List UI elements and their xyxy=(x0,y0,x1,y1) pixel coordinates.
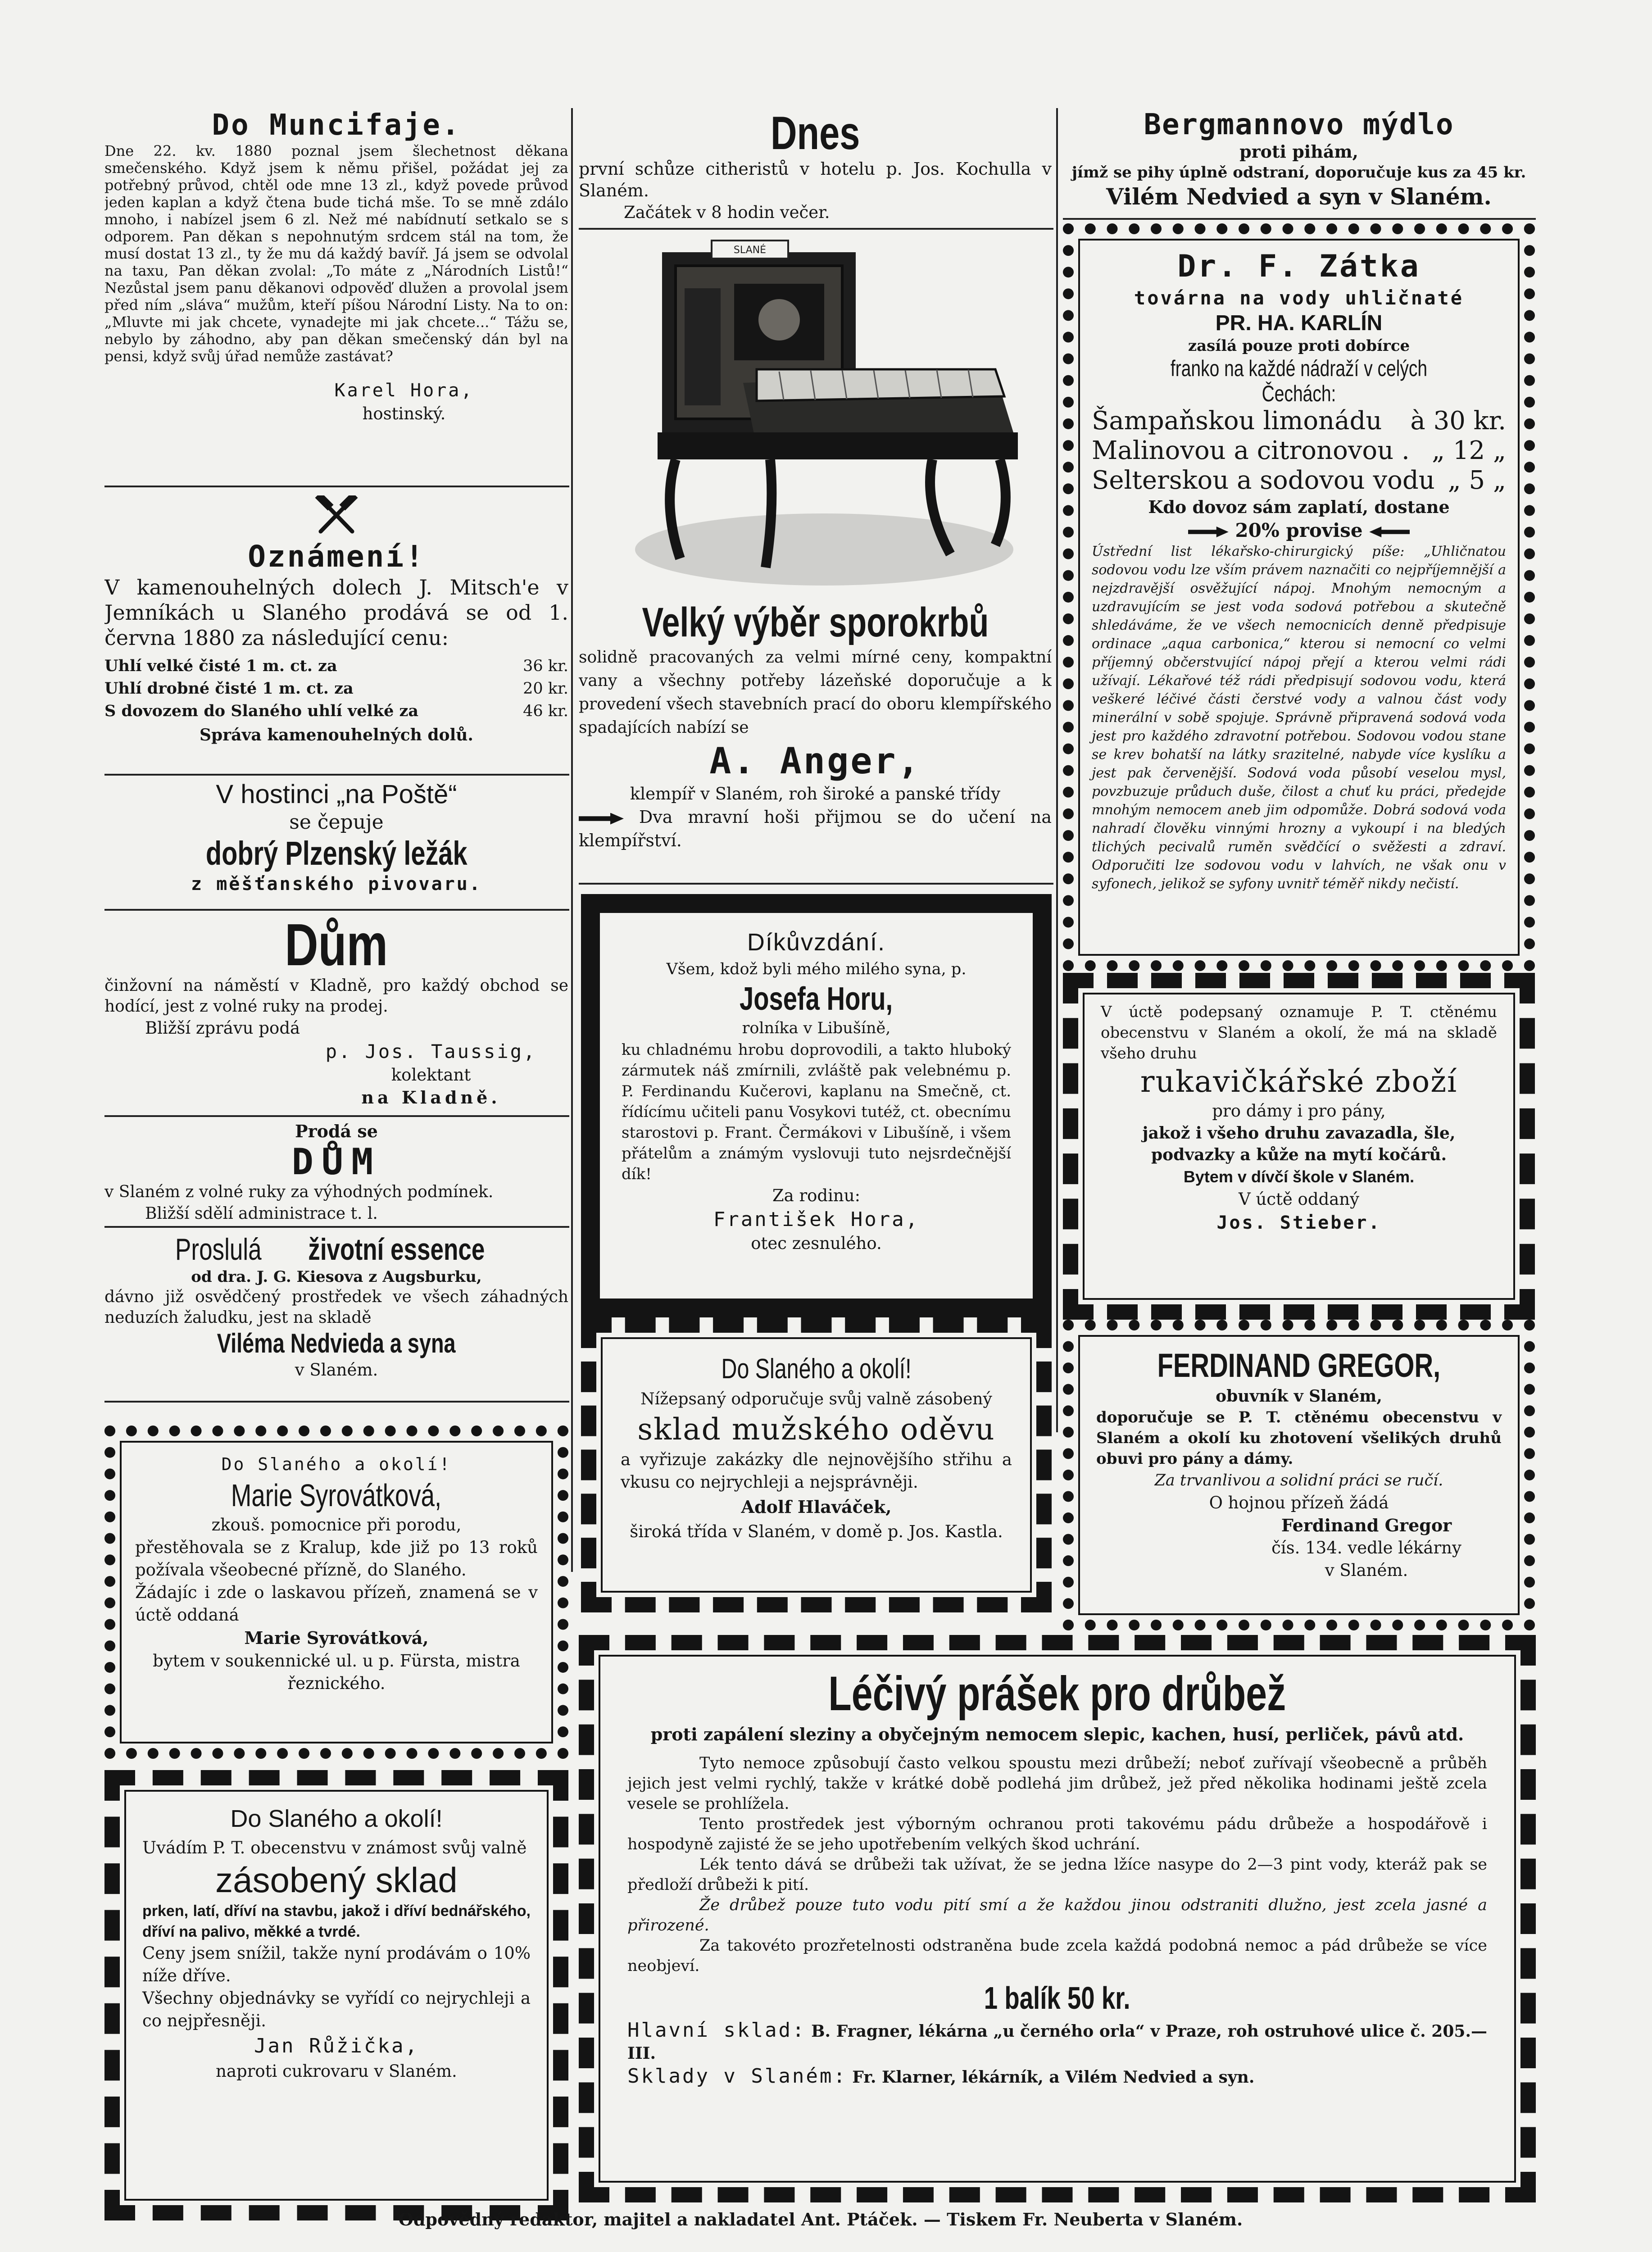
ad-address: čís. 134. vedle lékárny xyxy=(1271,1538,1461,1557)
ad-paragraph: Lék tento dává se drůbeži tak užívat, že se jedna lžíce nasype do 2—3 pint vody, kteráž pak se předloží drůbeži k pití. xyxy=(627,1856,1487,1894)
ad-text: se čepuje xyxy=(289,811,384,834)
ad-signature: Ferdinand Gregor xyxy=(1281,1515,1452,1535)
price-label: S dovozem do Slaného uhlí velké za xyxy=(104,702,419,720)
pointing-hand-icon xyxy=(1369,527,1410,537)
hammers-icon xyxy=(312,495,361,536)
ad-text: kolektant xyxy=(391,1065,471,1085)
stove-label: SLANÉ xyxy=(733,245,767,256)
ad-body: v Slaném z volné ruky za výhodných podmínek. xyxy=(104,1183,494,1201)
price-label: Malinovou a citronovou . xyxy=(1092,436,1410,465)
ad-title: Oznámení! xyxy=(248,539,425,574)
price-value: 20 kr. xyxy=(523,680,568,698)
price-row xyxy=(1092,436,1506,466)
ad-hostinec xyxy=(104,779,568,905)
ad-text: O hojnou přízeň žádá xyxy=(1209,1493,1389,1512)
divider xyxy=(104,1115,569,1117)
ad-store-line xyxy=(627,2020,1487,2065)
ad-prodase xyxy=(104,1121,568,1224)
ad-text: v Slaném. xyxy=(1325,1561,1408,1580)
ad-text: Za trvanlivou a solidní práci se ručí. xyxy=(1154,1471,1443,1489)
price-value: à 30 kr. xyxy=(1410,406,1506,436)
ad-signature: Karel Hora, xyxy=(334,380,474,401)
ad-text: Prodá se xyxy=(295,1121,378,1141)
ad-gregor xyxy=(1063,1320,1535,1630)
divider xyxy=(579,228,1053,230)
ad-text: zasílá pouze proti dobírce xyxy=(1188,337,1410,355)
ad-title: FERDINAND GREGOR, xyxy=(1157,1347,1441,1384)
ad-text: franko na každé nádraží v celých Čechách: xyxy=(1170,356,1428,406)
ad-dikuvzdani xyxy=(581,894,1052,1317)
ad-text: obuvník v Slaném, xyxy=(1216,1387,1382,1406)
price-value: 46 kr. xyxy=(523,702,568,720)
ad-paragraph: Tyto nemoce způsobují často velkou spoustu mezi drůbeží; neboť zuřívají všeobecně a průběh jejich jest velmi rychlý, takže v krátké době podlehá jim drůbež, jež před několika hodinami ještě zcela vesele se prohlížela. xyxy=(627,1754,1487,1813)
ad-body: Žádajíc i zde o laskavou přízeň, znamená se v úctě oddaná xyxy=(135,1583,538,1625)
ad-body: první schůze citheristů v hotelu p. Jos. Kochulla v Slaném. xyxy=(579,159,1052,200)
ad-title: DŮM xyxy=(291,1141,381,1183)
price-label: Uhlí drobné čisté 1 m. ct. za xyxy=(104,679,354,698)
price-table xyxy=(104,655,568,722)
ad-body: ku chladnému hrobu doprovodili, a takto hluboký zármutek náš zmírnili, zvláště pak velebnému p. P. Ferdinandu Kučerovi, kaplanu na Smečně, ct. řídícímu učiteli panu Vosykovi tutéž, ct. obecnímu starostovi p. Frant. Čermákovi v Libušíně, i všem přátelům a známým vyslovuji tuto nejsrdečnější dík! xyxy=(622,1041,1011,1183)
ad-body: Dne 22. kv. 1880 poznal jsem šlechetnost děkana smečenského. Když jsem k němu přišel, požádat jej za potřebný průvod, chtěl ode mne 13 zl., když povede průvod jeden kaplan a když čtena bude tichá mše. To se mně zdálo mnoho, i nabízel jsem 6 zl. Než mé nabídnutí setkalo se s odporem. Pan děkan s nepohnutým srdcem stál na tom, že musí dostat 13 zl., ty že mu dá každý bavíř. Já jsem se odvolal na taxu, Pan děkan zvolal: „To máte z „Národních Listů!“ Nezůstal jsem panu děkanovi odpověď dlužen a provolal jsem před ním „sláva“ mužům, kteří píšou Národní Listy. Na to on: „Mluvte mi jak chcete, vynadejte mi jak chcete...“ Tážu se, nebylo by záhodno, aby pan děkan smečenský dán byl na pensi, když svůj úřad nemůže zastávat? xyxy=(104,142,568,365)
price-row xyxy=(1092,406,1506,436)
ad-title: Dnes xyxy=(770,108,860,159)
ad-body: Všechny objednávky se vyřídí co nejrychleji a co nejpřesněji. xyxy=(142,1989,531,2030)
ad-address: naproti cukrovaru v Slaném. xyxy=(216,2061,457,2081)
ad-text: v Slaném. xyxy=(295,1360,378,1380)
ad-title: rukavičkářské zboží xyxy=(1140,1064,1458,1099)
ad-text: V úctě oddaný xyxy=(1239,1190,1359,1209)
ad-title: Díkůvzdání. xyxy=(747,929,886,956)
ad-name: Josefa Horu, xyxy=(740,981,893,1017)
ad-text: otec zesnulého. xyxy=(751,1234,882,1253)
divider xyxy=(1063,218,1536,220)
ad-paragraph: Tento prostředek jest výborným ochranou proti takovému pádu drůbeže a hospodářově i hospodyně zajisté že se jeho upotřebením velkých škod uchrání. xyxy=(627,1815,1487,1853)
ad-headline: dobrý Plzenský ležák xyxy=(205,835,467,872)
ad-signature: p. Jos. Taussig, xyxy=(325,1040,537,1062)
ad-body: jakož i všeho druhu zavazadla, šle, podvazky a kůže na mytí kočárů. xyxy=(1142,1124,1456,1164)
ad-text: pro dámy i pro pány, xyxy=(1212,1101,1386,1121)
ad-address: bytem v soukennické ul. u p. Fürsta, mistra řeznického. xyxy=(153,1651,520,1693)
price-value: „ 5 „ xyxy=(1448,466,1506,495)
ad-anger xyxy=(579,234,1052,887)
divider xyxy=(579,883,1053,885)
ad-heading: Do Slaného a okolí! xyxy=(230,1805,443,1832)
ad-body: činžovní na náměstí v Kladně, pro každý obchod se hodící, jest z volné ruky na prodej. xyxy=(104,976,568,1016)
divider xyxy=(104,909,569,911)
ad-text: Nížepsaný odporučuje svůj valně zásobený xyxy=(640,1390,992,1408)
ad-signature-role: hostinský. xyxy=(362,404,446,423)
price-value: „ 12 „ xyxy=(1432,436,1506,465)
ad-subtitle: proti zapálení sleziny a obyčejným nemocem slepic, kachen, husí, perliček, pávů atd. xyxy=(650,1724,1464,1744)
ad-heading: Do Slaného a okolí! xyxy=(221,1454,452,1474)
ad-text: továrna na vody uhličnaté xyxy=(1134,287,1464,309)
ad-body: V kamenouhelných dolech J. Mitsch'e v Jemníkách u Slaného prodává se od 1. června 1880 za následující cenu: xyxy=(104,575,568,650)
ad-title: životní essence xyxy=(308,1232,485,1267)
ad-text: na Kladně. xyxy=(361,1087,501,1108)
ad-store-line xyxy=(627,2065,1487,2089)
ad-signature: Adolf Hlaváček, xyxy=(741,1497,892,1517)
ad-body: jímž se pihy úplně odstraní, doporučuje kus za 45 kr. xyxy=(1071,163,1526,182)
ad-body: dávno již osvědčený prostředek ve všech záhadných neduzích žaludku, jest na skladě xyxy=(104,1288,568,1327)
ad-body: Ústřední list lékařsko-chirurgický píše: „Uhličnatou sodovou vodu lze vším právem naznačiti co nejpříjemnější a nejzdravější osvěžující nápoj. Mnohým nemocným a uzdravujícím se jest voda sodová potřebou a skutečně shledáváme, že ve všech nemocnicích denně předpisuje ordinace „aqua carbonica,“ kterou si nemocní co velmi příjemný občerstvující nápoj přejí a kterou velmi rádi užívají. Lékařové též rádi předpisují sodovou vodu, která veškeré léčivé části čerstvé vody a valnou část vody minerální v sobě spojuje. Správně připravená sodová voda jest pro každého zdravotní potřebou. Sodovou vodou stane se krev bohatší na látky srazitelné, nabyde více kyslíku a jest pak červenější. Sodová voda působí veselou mysl, povzbuzuje průduch duše, čilost a chuť ku práci, předejde mnohým nemocem aneb jim odpomůže. Dobrá sodová voda nahradí člověku vinnými hrozny a vykoupí i na bledých tlichých pecivalů ruměn svědčící o svěžesti a zdraví. Odporučiti lze sodovou vodu v lahvích, ne však onu v syfonech, jelikož se syfony uvnitř téměř nikdy nečistí. xyxy=(1092,544,1506,892)
ad-syrovatkova xyxy=(104,1426,568,1759)
ad-address: široká třída v Slaném, v domě p. Jos. Kastla. xyxy=(630,1522,1003,1541)
ad-text: Bližší sdělí administrace t. l. xyxy=(145,1204,378,1223)
ad-dnes xyxy=(579,108,1052,230)
ad-heading: Do Slaného a okolí! xyxy=(721,1353,912,1385)
ad-text: Všem, kdož byli mého milého syna, p. xyxy=(666,960,967,978)
ad-title: Velký výběr sporokrbů xyxy=(642,599,989,645)
divider xyxy=(104,486,569,487)
ad-signature: František Hora, xyxy=(713,1208,920,1231)
ad-text: proti pihám, xyxy=(1239,141,1358,162)
price-row xyxy=(104,655,568,677)
price-value: 36 kr. xyxy=(523,657,568,675)
ad-text: Bližší zprávu podá xyxy=(145,1018,300,1038)
ad-address: klempíř v Slaném, roh široké a panské třídy xyxy=(630,784,1001,804)
ad-title: zásobený sklad xyxy=(215,1860,458,1900)
ad-text: 20% provise xyxy=(1235,519,1363,541)
ad-body: Uvádím P. T. obecenstvu v známost svůj valně xyxy=(142,1838,527,1857)
column-rule xyxy=(1056,108,1058,1432)
ad-body: a vyřizuje zakázky dle nejnovějšího střihu a vkusu co nejrychleji a nejsprávněji. xyxy=(621,1450,1012,1492)
price-label: Šampaňskou limonádu xyxy=(1092,406,1382,436)
ad-seller: Vilém Nedvied a syn v Slaném. xyxy=(1106,183,1492,210)
ad-title: Léčivý prášek pro drůbež xyxy=(828,1666,1286,1721)
ad-drubez xyxy=(579,1635,1536,2202)
ad-text: od dra. J. G. Kiesova z Augsburku, xyxy=(191,1268,482,1286)
ad-body: prken, latí, dříví na stavbu, jakož i dříví bednářského, dříví na palivo, měkké a tvrdé. xyxy=(142,1902,531,1940)
ad-text: Kdo dovoz sám zaplatí, dostane xyxy=(1148,497,1450,517)
ad-title: Dr. F. Zátka xyxy=(1177,249,1421,284)
ad-esence xyxy=(104,1232,568,1394)
ad-store: Fr. Klarner, lékárník, a Vilém Nedvied a syn. xyxy=(852,2068,1255,2087)
ad-text: Proslulá xyxy=(175,1232,262,1267)
ad-store-label: Sklady v Slaném: xyxy=(627,2065,847,2088)
price-label: Uhlí velké čisté 1 m. ct. za xyxy=(104,657,337,675)
ad-store: B. Fragner, lékárna „u černého orla“ v Praze, roh ostruhové ulice č. 205.—III. xyxy=(627,2022,1487,2063)
ad-text: z měšťanského pivovaru. xyxy=(191,874,482,894)
column-rule xyxy=(571,108,573,1572)
ad-zatka xyxy=(1063,223,1535,971)
ad-body: doporučuje se P. T. ctěnému obecenstvu v Slaném a okolí ku zhotovení všelikých druhů obuvi pro pány a dámy. xyxy=(1096,1408,1502,1468)
ad-text: rolníka v Libušíně, xyxy=(742,1019,891,1037)
ad-paragraph: Že drůbež pouze tuto vodu pití smí a že každou jinou odstraniti dlužno, jest zcela jasné a přirozené. xyxy=(627,1896,1487,1934)
ad-seller: Viléma Nedvieda a syna xyxy=(217,1328,456,1358)
ad-oznameni xyxy=(104,495,568,766)
ad-body: V úctě podepsaný oznamuje P. T. ctěnému obecenstvu v Slaném a okolí, že má na skladě všeho druhu xyxy=(1101,1003,1497,1062)
price-row xyxy=(104,677,568,700)
ad-text: Za rodinu: xyxy=(772,1186,861,1205)
ad-title: Bergmannovo mýdlo xyxy=(1144,108,1454,141)
ad-stieber xyxy=(1063,973,1535,1320)
price-table xyxy=(1092,406,1506,495)
ad-name: A. Anger, xyxy=(709,740,921,782)
ad-text: Začátek v 8 hodin večer. xyxy=(624,203,830,222)
price-row xyxy=(104,700,568,722)
divider xyxy=(104,1226,569,1228)
divider xyxy=(104,774,569,776)
price-label: Selterskou a sodovou vodu xyxy=(1092,466,1435,495)
ad-ruzicka xyxy=(104,1770,568,2220)
ad-price: 1 balík 50 kr. xyxy=(984,1980,1130,2016)
ad-text: PR. HA. KARLÍN xyxy=(1215,311,1383,335)
divider xyxy=(104,1401,569,1403)
ad-signature: Marie Syrovátková, xyxy=(244,1628,429,1648)
ad-body: přestěhovala se z Kralup, kde již po 13 roků požívala všeobecné přízně, do Slaného. xyxy=(135,1538,538,1580)
ad-title: Dům xyxy=(285,914,388,978)
ad-title: sklad mužského oděvu xyxy=(637,1412,995,1447)
ad-store-label: Hlavní sklad: xyxy=(627,2019,806,2042)
pointing-hand-icon xyxy=(1188,527,1229,537)
ad-dum xyxy=(104,914,568,1112)
ad-signature: Jan Růžička, xyxy=(254,2034,419,2057)
imprint: Odpovědný redaktor, majitel a nakladatel Ant. Ptáček. — Tiskem Fr. Neuberta v Slaném. xyxy=(398,2209,1243,2229)
ad-text: zkouš. pomocnice při porodu, xyxy=(211,1515,462,1535)
ad-body: Ceny jsem snížil, takže nyní prodávám o 10% níže dříve. xyxy=(142,1943,531,1985)
ad-title: V hostinci „na Poště“ xyxy=(216,780,457,809)
ad-muncifaje xyxy=(104,108,568,482)
ad-hlavacek xyxy=(581,1317,1052,1612)
ad-paragraph: Za takovéto prozřetelnosti odstraněna bude zcela každá podobná nemoc a pád drůbeže se více neobjeví. xyxy=(627,1937,1487,1975)
pointing-hand-icon xyxy=(579,813,624,825)
stove-illustration xyxy=(608,234,1022,595)
ad-note: Dva mravní hoši přijmou se do učení na klempířství. xyxy=(579,807,1052,850)
ad-note-line xyxy=(579,805,1052,852)
ad-bergmann xyxy=(1063,108,1535,221)
ad-address: Bytem v dívčí škole v Slaném. xyxy=(1183,1167,1415,1186)
ad-title: Do Muncifaje. xyxy=(212,109,461,142)
ad-title: Marie Syrovátková, xyxy=(231,1478,442,1513)
ad-footer: Správa kamenouhelných dolů. xyxy=(200,726,473,745)
price-row xyxy=(1092,466,1506,495)
ad-signature: Jos. Stieber. xyxy=(1216,1212,1381,1233)
ad-body: solidně pracovaných za velmi mírné ceny, kompaktní vany a všechny potřeby lázeňské doporučuje a k provedení všech stavebních prací do oboru klempířského spadajících nabízí se xyxy=(579,648,1052,737)
